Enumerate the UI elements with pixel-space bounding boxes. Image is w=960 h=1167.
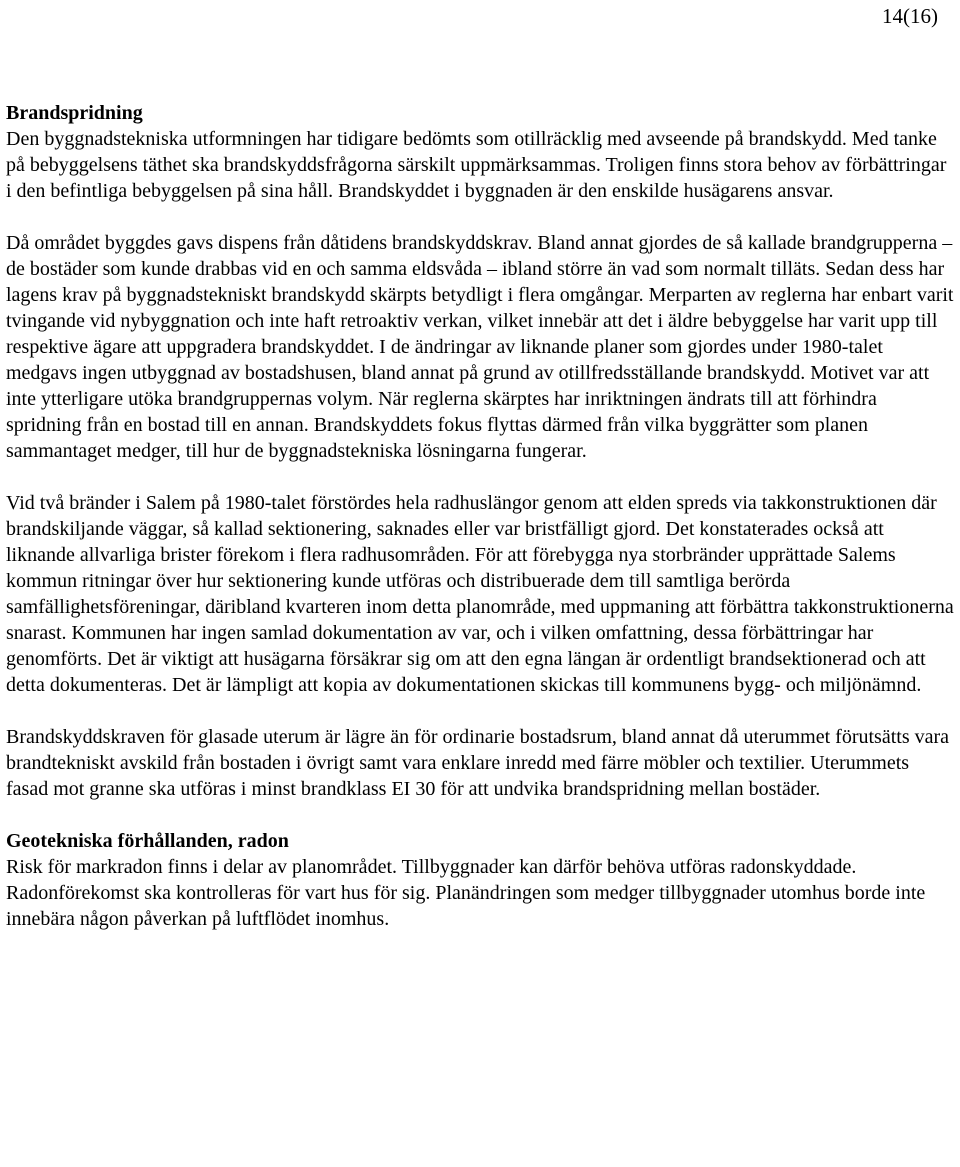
section-brandspridning (6, 100, 956, 802)
document-body (6, 100, 956, 932)
paragraph: Då området byggdes gavs dispens från dåtidens brandskyddskrav. Bland annat gjordes de så kallade brandgrupperna – de bostäder som kunde drabbas vid en och samma eldsvåda – ibland större än vad som normalt tilläts. Sedan dess har lagens krav på byggnadstekniskt brandskydd skärpts betydligt i flera omgångar. Merparten av reglerna har enbart varit tvingande vid nybyggnation och inte haft retroaktiv verkan, vilket innebär att det i äldre bebyggelse har varit upp till respektive ägare att uppgradera brandskyddet. I de ändringar av liknande planer som gjordes under 1980-talet medgavs ingen utbyggnad av bostadshusen, bland annat på grund av otillfredsställande brandskydd. Motivet var att inte ytterligare utöka brandgruppernas volym. När reglerna skärptes har inriktningen ändrats till att förhindra spridning från en bostad till en annan. Brandskyddets fokus flyttas därmed från vilka byggrätter som planen sammantaget medger, till hur de byggnadstekniska lösningarna fungerar. (6, 232, 954, 462)
section-heading: Brandspridning (6, 102, 143, 124)
paragraph: Vid två bränder i Salem på 1980-talet förstördes hela radhuslängor genom att elden spreds via takkonstruktionen där brandskiljande väggar, så kallad sektionering, saknades eller var bristfälligt gjord. Det konstaterades också att liknande allvarliga brister förekom i flera radhusområden. För att förebygga nya storbränder upprättade Salems kommun ritningar över hur sektionering kunde utföras och distribuerade dem till samtliga berörda samfällighetsföreningar, däribland kvarteren inom detta planområde, med uppmaning att förbättra takkonstruktionerna snarast. Kommunen har ingen samlad dokumentation av var, och i vilken omfattning, dessa förbättringar har genomförts. Det är viktigt att husägarna försäkrar sig om att den egna längan är ordentligt brandsektionerad och att detta dokumenteras. Det är lämpligt att kopia av dokumentationen skickas till kommunens bygg- och miljönämnd. (6, 492, 954, 696)
paragraph: Brandskyddskraven för glasade uterum är lägre än för ordinarie bostadsrum, bland annat då uterummet förutsätts vara brandtekniskt avskild från bostaden i övrigt samt vara enklare inredd med färre möbler och textilier. Uterummets fasad mot granne ska utföras i minst brandklass EI 30 för att undvika brandspridning mellan bostäder. (6, 726, 950, 800)
section-heading: Geotekniska förhållanden, radon (6, 830, 289, 852)
paragraph: Den byggnadstekniska utformningen har tidigare bedömts som otillräcklig med avseende på brandskydd. Med tanke på bebyggelsens täthet ska brandskyddsfrågorna särskilt uppmärksammas. Troligen finns stora behov av förbättringar i den befintliga bebyggelsen på sina håll. Brandskyddet i byggnaden är den enskilde husägarens ansvar. (6, 128, 947, 202)
page-number: 14(16) (882, 4, 938, 28)
section-geotekniska-forhallanden (6, 828, 956, 932)
paragraph: Risk för markradon finns i delar av planområdet. Tillbyggnader kan därför behöva utföras radonskyddade. Radonförekomst ska kontrolleras för vart hus för sig. Planändringen som medger tillbyggnader utomhus borde inte innebära någon påverkan på luftflödet inomhus. (6, 856, 926, 930)
